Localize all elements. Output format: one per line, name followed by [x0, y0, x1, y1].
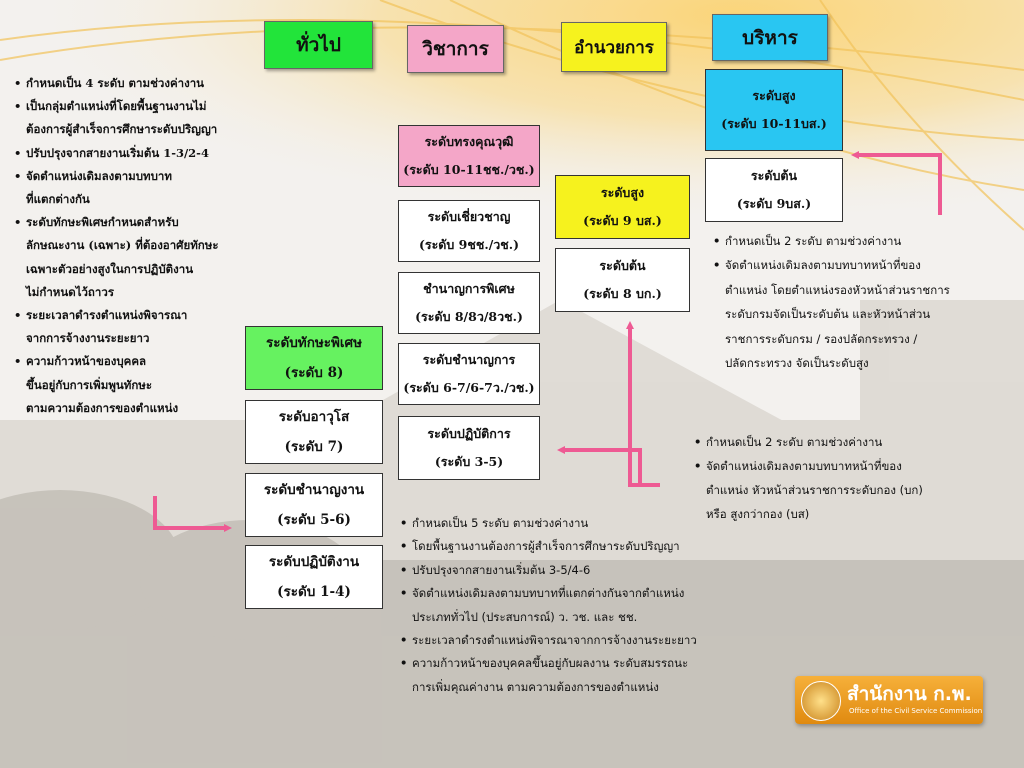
academic-level-senior-professional [398, 272, 540, 334]
academic-note-4-line-2: ประเภททั่วไป (ประสบการณ์) ว. วช. และ ชช. [412, 609, 638, 624]
general-note-5-line-3: เฉพาะตัวอย่างสูงในการปฏิบัติงาน [26, 261, 194, 276]
academic-level-senior-professional-name: ชำนาญการพิเศษ [423, 281, 515, 296]
list-item [694, 454, 923, 526]
general-level-senior-name: ระดับอาวุโส [278, 409, 350, 425]
general-note-3-line-1: ปรับปรุงจากสายงานเริ่มต้น 1-3/2-4 [26, 145, 209, 160]
list-item [14, 350, 219, 420]
list-item [713, 253, 950, 375]
list-item [14, 165, 219, 211]
executive-note-2-line-2: ตำแหน่ง โดยตำแหน่งรองหัวหน้าส่วนราชการ [725, 282, 950, 297]
executive-level-primary [705, 158, 843, 222]
academic-level-expert-name: ระดับเชี่ยวชาญ [427, 209, 511, 224]
directive-note-2-line-1: จัดตำแหน่งเดิมลงตามบทบาทหน้าที่ของ [706, 459, 902, 473]
general-level-experienced-name: ระดับชำนาญงาน [263, 482, 365, 498]
academic-note-2-line-1: โดยพื้นฐานงานต้องการผู้สำเร็จการศึกษาระดับปริญญา [412, 539, 680, 554]
list-item [713, 229, 950, 253]
academic-level-professional-name: ระดับชำนาญการ [422, 352, 516, 367]
directive-level-high-range: (ระดับ 9 บส.) [583, 213, 662, 228]
academic-level-expert-advanced-range: (ระดับ 10-11ชช./วช.) [403, 162, 535, 177]
academic-level-expert-range: (ระดับ 9ชช./วช.) [418, 237, 520, 252]
list-item [400, 535, 697, 558]
executive-level-high [705, 69, 843, 151]
list-item [400, 629, 697, 652]
academic-level-expert [398, 200, 540, 262]
executive-note-2-line-1: จัดตำแหน่งเดิมลงตามบทบาทหน้าที่ของ [725, 258, 921, 273]
list-item [400, 582, 697, 629]
executive-note-1-line-1: กำหนดเป็น 2 ระดับ ตามช่วงค่างาน [725, 234, 902, 248]
list-item [14, 142, 219, 165]
general-level-senior [245, 400, 383, 464]
logo-title: สำนักงาน ก.พ. [847, 683, 972, 705]
academic-level-professional [398, 343, 540, 405]
header-directive: อำนวยการ [561, 22, 667, 72]
directive-level-high-name: ระดับสูง [600, 185, 645, 200]
academic-note-4-line-1: จัดตำแหน่งเดิมลงตามบทบาทที่แตกต่างกันจากตำแหน่ง [412, 586, 685, 601]
academic-level-senior-professional-range: (ระดับ 8/8ว/8วช.) [415, 309, 523, 324]
academic-note-6-line-1: ความก้าวหน้าของบุคคลขึ้นอยู่กับผลงาน ระดับสมรรถนะ [412, 656, 689, 671]
general-note-2-line-2: ต้องการผู้สำเร็จการศึกษาระดับปริญญา [26, 122, 218, 137]
directive-notes-list [694, 430, 923, 526]
executive-level-primary-range: (ระดับ 9บส.) [736, 196, 812, 211]
general-note-5-line-4: ไม่กำหนดไว้ถาวร [26, 284, 114, 299]
list-item [694, 430, 923, 454]
list-item [14, 304, 219, 350]
general-note-1-line-1: กำหนดเป็น 4 ระดับ ตามช่วงค่างาน [26, 76, 205, 90]
academic-note-1-line-1: กำหนดเป็น 5 ระดับ ตามช่วงค่างาน [412, 516, 589, 530]
list-item [14, 72, 219, 95]
general-level-experienced [245, 473, 383, 537]
executive-note-2-line-3: ระดับกรมจัดเป็นระดับต้น และหัวหน้าส่วน [725, 307, 931, 322]
directive-note-2-line-3: หรือ สูงกว่ากอง (บส) [706, 507, 810, 521]
general-note-5-line-1: ระดับทักษะพิเศษกำหนดสำหรับ [26, 215, 179, 230]
directive-level-high [555, 175, 690, 239]
academic-level-practitioner-range: (ระดับ 3-5) [434, 454, 504, 469]
ocsc-logo [795, 676, 983, 724]
academic-level-practitioner-name: ระดับปฏิบัติการ [427, 426, 511, 441]
general-note-7-line-2: ขึ้นอยู่กับการเพิ่มพูนทักษะ [26, 377, 153, 392]
list-item [14, 211, 219, 304]
general-level-senior-range: (ระดับ 7) [284, 439, 344, 455]
academic-level-expert-advanced [398, 125, 540, 187]
academic-level-professional-range: (ระดับ 6-7/6-7ว./วช.) [403, 380, 535, 395]
logo-subtitle: Office of the Civil Service Commission [849, 707, 983, 715]
general-note-7-line-1: ความก้าวหน้าของบุคคล [26, 354, 147, 369]
directive-level-primary-name: ระดับต้น [599, 258, 646, 273]
seal-icon [801, 681, 841, 721]
list-item [400, 652, 697, 699]
general-note-7-line-3: ตามความต้องการของตำแหน่ง [26, 400, 179, 415]
general-level-special [245, 326, 383, 390]
executive-notes-list [713, 229, 950, 375]
academic-note-6-line-2: การเพิ่มคุณค่างาน ตามความต้องการของตำแหน่ง [412, 679, 659, 694]
general-note-4-line-2: ที่แตกต่างกัน [26, 192, 90, 207]
general-note-6-line-1: ระยะเวลาดำรงตำแหน่งพิจารณา [26, 308, 188, 323]
list-item [14, 95, 219, 141]
directive-level-primary-range: (ระดับ 8 บก.) [583, 286, 662, 301]
header-executive: บริหาร [712, 14, 828, 61]
directive-note-2-line-2: ตำแหน่ง หัวหน้าส่วนราชการระดับกอง (บก) [706, 483, 923, 497]
directive-level-primary [555, 248, 690, 312]
general-note-2-line-1: เป็นกลุ่มตำแหน่งที่โดยพื้นฐานงานไม่ [26, 99, 207, 114]
academic-level-practitioner [398, 416, 540, 480]
general-note-4-line-1: จัดตำแหน่งเดิมลงตามบทบาท [26, 168, 172, 183]
general-level-operational-name: ระดับปฏิบัติงาน [268, 554, 360, 570]
academic-notes-list [400, 512, 697, 699]
executive-note-2-line-4: ราชการระดับกรม / รองปลัดกระทรวง / [725, 331, 918, 346]
executive-note-2-line-5: ปลัดกระทรวง จัดเป็นระดับสูง [725, 356, 869, 371]
general-level-experienced-range: (ระดับ 5-6) [277, 512, 351, 528]
general-level-operational [245, 545, 383, 609]
academic-level-expert-advanced-name: ระดับทรงคุณวุฒิ [424, 134, 514, 149]
executive-level-high-name: ระดับสูง [752, 88, 796, 103]
general-level-special-name: ระดับทักษะพิเศษ [265, 335, 363, 351]
academic-note-5-line-1: ระยะเวลาดำรงตำแหน่งพิจารณาจากการจ้างงานระยะยาว [412, 633, 697, 648]
header-academic: วิชาการ [407, 25, 504, 73]
general-level-operational-range: (ระดับ 1-4) [277, 584, 351, 600]
directive-note-1-line-1: กำหนดเป็น 2 ระดับ ตามช่วงค่างาน [706, 435, 883, 449]
general-note-5-line-2: ลักษณะงาน (เฉพาะ) ที่ต้องอาศัยทักษะ [26, 238, 219, 253]
general-note-6-line-2: จากการจ้างงานระยะยาว [26, 331, 150, 346]
executive-level-high-range: (ระดับ 10-11บส.) [721, 116, 827, 131]
list-item [400, 512, 697, 535]
academic-note-3-line-1: ปรับปรุงจากสายงานเริ่มต้น 3-5/4-6 [412, 562, 591, 577]
general-notes-list [14, 72, 219, 420]
header-general: ทั่วไป [264, 21, 373, 69]
list-item [400, 559, 697, 582]
executive-level-primary-name: ระดับต้น [750, 168, 798, 183]
general-level-special-range: (ระดับ 8) [284, 365, 344, 381]
